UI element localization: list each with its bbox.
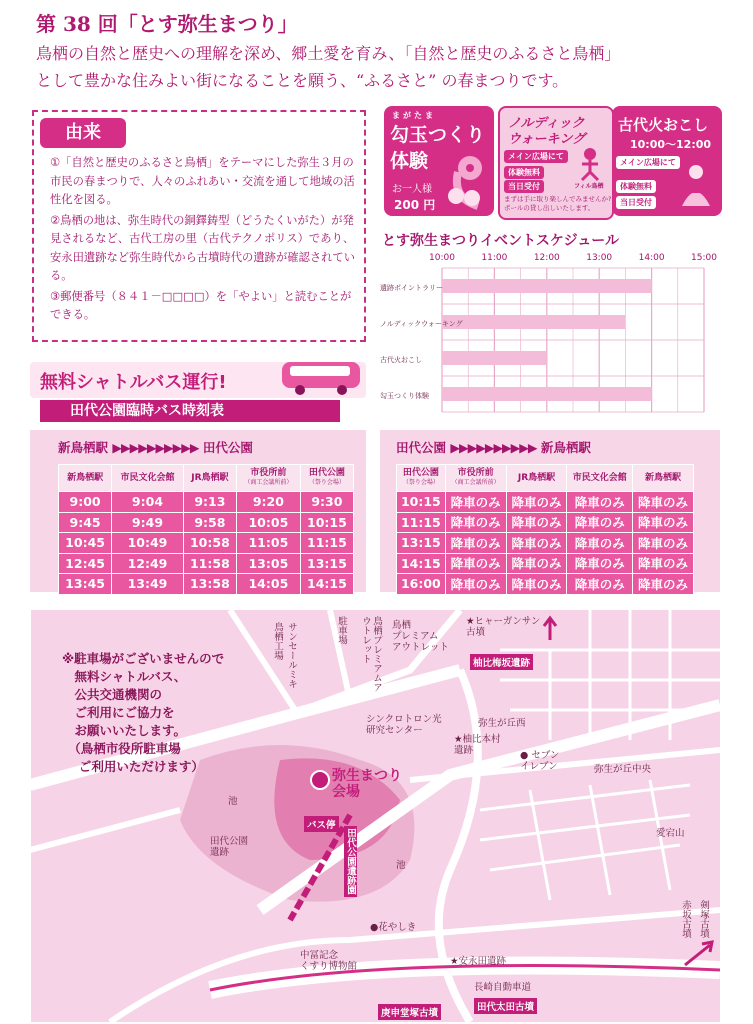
header-name: JR鳥栖駅 <box>191 473 229 483</box>
event-magatama-ruby: まがたま <box>392 111 436 120</box>
table-cell: 13:58 <box>183 574 236 595</box>
header-sub: （商工会議所前） <box>244 479 293 486</box>
table-header-cell <box>59 465 112 492</box>
event-magatama-price-label: お一人様 <box>392 184 432 195</box>
event-fire-tag-free: 体験無料 <box>616 180 656 193</box>
label-akasaka-kofun: 赤坂古墳 <box>680 900 691 938</box>
schedule-bar <box>442 387 652 401</box>
label-atagoyama: 愛宕山 <box>656 828 685 839</box>
label-yayoigaoka-west: 弥生が丘西 <box>478 718 526 729</box>
timetable-outbound-route <box>58 438 253 456</box>
page-title: 第 38 回「とす弥生まつり」 <box>36 12 298 36</box>
timetable-outbound <box>30 430 366 592</box>
table-cell: 11:58 <box>183 553 236 574</box>
route-back-to: 新鳥栖駅 <box>540 440 591 455</box>
schedule-row-label: 勾玉つくり体験 <box>380 392 429 400</box>
header-name: 田代公園 <box>308 468 345 478</box>
label-venue: 弥生まつり 会場 <box>332 768 402 800</box>
header-sub: （商工会議所前） <box>451 479 500 486</box>
table-cell: 9:30 <box>300 492 353 513</box>
event-magatama-title1: 勾玉つくり <box>390 124 486 146</box>
table-header-cell <box>445 465 506 492</box>
label-parking: 駐車場 <box>336 616 347 645</box>
schedule-time-tick: 10:00 <box>429 253 455 263</box>
table-row <box>59 492 354 513</box>
label-museum: 中冨記念 くすり博物館 <box>300 950 358 972</box>
table-cell: 降車のみ <box>567 492 633 513</box>
header-sub: （祭り会場） <box>402 479 439 486</box>
table-header-cell <box>397 465 446 492</box>
label-hanayashiki: ●花やしき <box>370 922 417 933</box>
route-back-arrows: ▶▶▶▶▶▶▶▶▶▶ <box>450 440 537 455</box>
header-name: 新鳥栖駅 <box>645 473 682 483</box>
table-cell: 降車のみ <box>445 512 506 533</box>
label-pond-2: 池 <box>396 860 406 871</box>
origin-item-3: ③郵便番号（８４１－□□□□）を「やよい」と読むことができる。 <box>50 289 352 321</box>
route-out-to: 田代公園 <box>202 440 253 455</box>
table-header-cell <box>183 465 236 492</box>
fire-person-illustration-icon <box>674 162 718 212</box>
schedule-time-tick: 11:00 <box>481 253 508 263</box>
schedule-row-label: 古代火おこし <box>380 356 422 364</box>
intro-line-1: 鳥栖の自然と歴史への理解を深め、郷土愛を育み、「自然と歴史のふるさと鳥栖」 <box>36 44 621 63</box>
table-cell: 10:15 <box>300 512 353 533</box>
table-header-row <box>59 465 354 492</box>
timetable-return <box>380 430 720 592</box>
bus-icon <box>278 356 364 396</box>
table-cell: 14:05 <box>236 574 300 595</box>
table-cell: 降車のみ <box>506 574 567 595</box>
table-cell: 10:05 <box>236 512 300 533</box>
schedule-row-label: 遺跡ポイントラリー <box>380 284 443 292</box>
header-name: JR鳥栖駅 <box>517 473 556 483</box>
table-header-cell <box>633 465 694 492</box>
table-cell: 14:15 <box>397 553 446 574</box>
origin-box <box>32 110 366 342</box>
table-cell: 降車のみ <box>445 492 506 513</box>
route-back-from: 田代公園 <box>396 440 447 455</box>
event-fire-title: 古代火おこし <box>618 116 709 134</box>
label-premium-outlet: 鳥栖 プレミアム アウトレット <box>392 620 449 653</box>
event-magatama-title2: 体験 <box>390 150 429 172</box>
table-cell: 10:58 <box>183 533 236 554</box>
note-line-5: お願いいたします。 <box>62 723 187 738</box>
event-fire-time: 10:00～12:00 <box>630 138 712 151</box>
event-nordic-note-2: ポールの貸し出しいたします。 <box>504 204 595 212</box>
header-name: 市民文化会館 <box>120 473 175 483</box>
table-cell: 降車のみ <box>567 574 633 595</box>
event-fire-tag-sameday: 当日受付 <box>616 196 656 209</box>
header-name: 市役所前 <box>457 468 494 478</box>
table-cell: 降車のみ <box>633 492 694 513</box>
table-row <box>59 512 354 533</box>
event-nordic-card <box>498 106 614 220</box>
table-cell: 13:49 <box>112 574 184 595</box>
table-cell: 13:45 <box>59 574 112 595</box>
label-synchrotron: シンクロトロン光 研究センター <box>366 714 442 736</box>
table-cell: 9:00 <box>59 492 112 513</box>
shuttle-banner <box>30 356 366 426</box>
table-cell: 12:49 <box>112 553 184 574</box>
route-out-arrows: ▶▶▶▶▶▶▶▶▶▶ <box>112 440 199 455</box>
event-nordic-tag-place: メイン広場にて <box>504 150 568 163</box>
table-cell: 降車のみ <box>445 574 506 595</box>
table-cell: 9:13 <box>183 492 236 513</box>
table-header-row <box>397 465 694 492</box>
header-name: 新鳥栖駅 <box>67 473 104 483</box>
table-cell: 10:45 <box>59 533 112 554</box>
table-cell: 降車のみ <box>633 553 694 574</box>
header-name: 田代公園 <box>402 468 439 478</box>
table-row <box>59 553 354 574</box>
table-header-cell <box>112 465 184 492</box>
table-header-cell <box>506 465 567 492</box>
intro-text <box>36 40 736 94</box>
label-hyakan-kofun: ★ヒャーガンサン 古墳 <box>466 616 541 638</box>
label-tashiro-ota: 田代太田古墳 <box>474 998 537 1014</box>
event-nordic-title1: ノルディック <box>508 116 585 131</box>
schedule-time-tick: 15:00 <box>691 253 717 263</box>
table-cell: 10:49 <box>112 533 184 554</box>
table-row <box>59 574 354 595</box>
table-cell: 11:15 <box>300 533 353 554</box>
label-bus-stop: バス停 <box>304 816 339 832</box>
table-cell: 9:04 <box>112 492 184 513</box>
label-road-vertical: 田代公園遺跡園 <box>345 828 356 895</box>
event-nordic-title2: ウォーキング <box>508 132 586 147</box>
magatama-illustration-icon <box>442 150 492 212</box>
label-yayoigaoka-central: 弥生が丘中央 <box>594 764 652 775</box>
label-tashiro-park: 田代公園 遺跡 <box>210 836 249 858</box>
label-sunsale: サンセールミキ <box>286 622 297 689</box>
access-map <box>30 610 720 1022</box>
event-nordic-tag-free: 体験無料 <box>504 166 544 179</box>
timetable-return-route <box>396 438 591 456</box>
origin-heading: 由来 <box>40 118 126 148</box>
route-out-from: 新鳥栖駅 <box>58 440 109 455</box>
table-cell: 9:45 <box>59 512 112 533</box>
table-cell: 9:20 <box>236 492 300 513</box>
label-premium-outlet-vertical: 鳥栖プレミアムアウトレット <box>360 616 382 692</box>
schedule-title: とす弥生まつりイベントスケジュール <box>382 233 620 249</box>
timetable-return-table <box>396 464 694 595</box>
table-cell: 9:58 <box>183 512 236 533</box>
label-pond-1: 池 <box>228 796 238 807</box>
table-cell: 降車のみ <box>567 553 633 574</box>
label-yuge-honmura: ★柚比本村 遺跡 <box>454 734 501 756</box>
table-cell: 降車のみ <box>506 553 567 574</box>
table-cell: 降車のみ <box>506 533 567 554</box>
label-yuge-umesaka: 柚比梅坂遺跡 <box>470 654 533 670</box>
label-tosu-factory: 鳥栖工場 <box>272 622 283 660</box>
table-cell: 降車のみ <box>567 533 633 554</box>
table-cell: 13:05 <box>236 553 300 574</box>
schedule-time-tick: 13:00 <box>586 253 613 263</box>
note-line-4: ご利用にご協力を <box>62 705 175 720</box>
label-seven-eleven: ● セブン イレブン <box>520 750 560 772</box>
schedule-chart <box>378 250 723 420</box>
table-row <box>397 574 694 595</box>
table-row <box>397 492 694 513</box>
table-cell: 16:00 <box>397 574 446 595</box>
table-cell: 9:49 <box>112 512 184 533</box>
table-header-cell <box>567 465 633 492</box>
table-cell: 降車のみ <box>633 574 694 595</box>
table-cell: 降車のみ <box>633 533 694 554</box>
table-header-cell <box>300 465 353 492</box>
table-cell: 降車のみ <box>506 512 567 533</box>
header-sub: （祭り会場） <box>308 479 345 486</box>
note-line-1: ※駐車場がございませんので <box>62 651 225 666</box>
label-koushinzuka: 庚申堂塚古墳 <box>378 1004 441 1020</box>
table-cell: 降車のみ <box>567 512 633 533</box>
schedule-bar <box>442 279 652 293</box>
shuttle-subheading: 田代公園臨時バス時刻表 <box>40 400 340 422</box>
timetable-outbound-table <box>58 464 354 595</box>
origin-item-2: ②鳥栖の地は、弥生時代の銅鐸鋳型（どうたくいがた）が発見されるなど、古代工房の里（古代テクノポリス）であり、安永田遺跡など弥生時代から古墳時代の遺跡が確認されている。 <box>50 213 356 282</box>
note-line-2: 無料シャトルバス、 <box>62 669 187 684</box>
table-row <box>397 512 694 533</box>
label-kenzuka-kofun: 剣塚古墳 <box>698 900 709 938</box>
header-name: 市民文化会館 <box>572 473 627 483</box>
intro-line-2: として豊かな住みよい街になることを願う、“ふるさと” の春まつりです。 <box>36 71 569 90</box>
event-nordic-tag-sameday: 当日受付 <box>504 180 544 193</box>
event-nordic-note-1: まずは手に取り楽しんでみませんか? <box>504 195 612 203</box>
event-magatama-price: 200 円 <box>394 198 436 212</box>
event-fire-tag-place: メイン広場にて <box>616 156 680 169</box>
table-row <box>59 533 354 554</box>
table-cell: 降車のみ <box>633 512 694 533</box>
note-line-6: （鳥栖市役所駐車場 <box>62 741 181 756</box>
table-cell: 降車のみ <box>445 553 506 574</box>
event-nordic-fil-tosu: フィル鳥栖 <box>574 183 604 190</box>
table-row <box>397 553 694 574</box>
table-cell: 11:05 <box>236 533 300 554</box>
schedule-time-tick: 12:00 <box>533 253 560 263</box>
schedule-bar <box>442 315 625 329</box>
table-row <box>397 533 694 554</box>
event-fire-card <box>612 106 722 216</box>
label-nagasaki-expressway: 長崎自動車道 <box>474 982 532 993</box>
table-cell: 13:15 <box>300 553 353 574</box>
origin-body <box>50 154 360 327</box>
table-cell: 降車のみ <box>506 492 567 513</box>
table-cell: 14:15 <box>300 574 353 595</box>
schedule-row-label: ノルディックウォーキング <box>380 320 463 328</box>
note-line-3: 公共交通機関の <box>62 687 163 702</box>
label-yasunagata: ★安永田遺跡 <box>450 956 507 967</box>
note-line-7: ご利用いただけます） <box>62 759 204 774</box>
table-cell: 12:45 <box>59 553 112 574</box>
schedule-bar <box>442 351 547 365</box>
table-header-cell <box>236 465 300 492</box>
event-magatama-card <box>384 106 494 216</box>
schedule-time-tick: 14:00 <box>638 253 665 263</box>
parking-note <box>62 650 224 776</box>
table-cell: 11:15 <box>397 512 446 533</box>
origin-item-1: ①「自然と歴史のふるさと鳥栖」をテーマにした弥生３月の市民の春まつりで、人々のふれあい・交流を通して地域の活性化を図る。 <box>50 156 355 206</box>
shuttle-heading: 無料シャトルバス運行! <box>40 372 227 393</box>
table-cell: 降車のみ <box>445 533 506 554</box>
table-cell: 13:15 <box>397 533 446 554</box>
table-cell: 10:15 <box>397 492 446 513</box>
header-name: 市役所前 <box>250 468 287 478</box>
walker-illustration-icon <box>574 146 608 182</box>
